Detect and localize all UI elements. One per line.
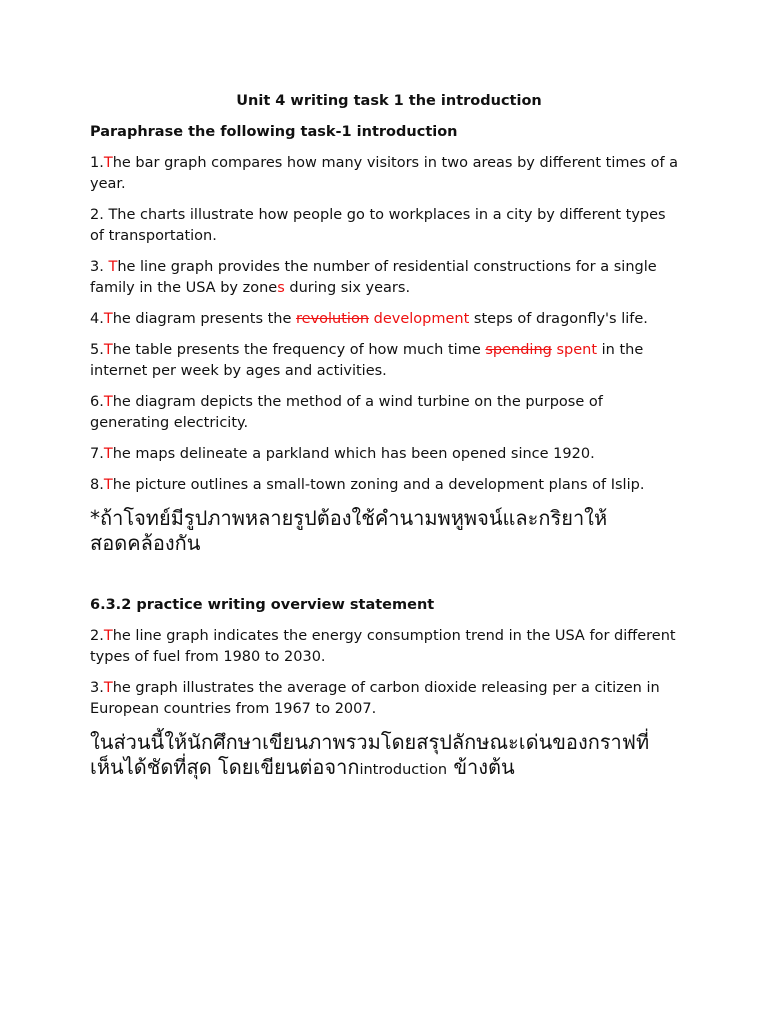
paraphrase-item-7 (90, 444, 680, 465)
thai-note-plural: *ถ้าโจทย์มีรูปภาพหลายรูปต้องใช้คำนามพหูพจน์และกริยาให้สอดคล้องกัน (90, 506, 608, 555)
paraphrase-item-2 (90, 205, 680, 247)
item-text: steps of dragonfly's life. (469, 311, 648, 327)
document-title: Unit 4 writing task 1 the introduction (236, 93, 542, 109)
thai-note-overview (90, 730, 680, 783)
section-heading-overview: 6.3.2 practice writing overview statement (90, 597, 435, 613)
item-text: he line graph indicates the energy consumption trend in the USA for different types of fuel from 1980 to 2030. (90, 628, 676, 665)
correction-mark: T (103, 311, 113, 327)
correction-mark: T (103, 628, 113, 644)
correction-word: spent (551, 342, 598, 358)
item-number: 2. (90, 207, 109, 223)
overview-item-2 (90, 626, 680, 668)
paraphrase-item-1 (90, 153, 680, 195)
inline-english-word: introduction (359, 762, 448, 778)
struck-word: spending (485, 342, 552, 358)
item-text: The charts illustrate how people go to workplaces in a city by different types of transportation. (90, 207, 666, 244)
item-text: he picture outlines a small-town zoning and a development plans of Islip. (112, 477, 645, 493)
item-number: 7. (90, 446, 104, 462)
correction-word: development (369, 311, 470, 327)
thai-text: ข้างต้น (453, 755, 515, 779)
correction-mark: T (103, 477, 113, 493)
paraphrase-item-5 (90, 340, 680, 382)
item-number: 3. (90, 259, 109, 275)
paraphrase-item-6 (90, 392, 680, 434)
correction-mark: T (103, 680, 113, 696)
item-text: he line graph provides the number of residential constructions for a single family in the USA by zone (90, 259, 657, 296)
item-text: he maps delineate a parkland which has been opened since 1920. (112, 446, 595, 462)
document-page (90, 91, 680, 793)
correction-mark: s (277, 280, 285, 296)
item-number: 1. (90, 155, 104, 171)
item-text: in the internet per week by ages and activities. (90, 342, 644, 379)
correction-mark: T (108, 259, 118, 275)
item-number: 5. (90, 342, 104, 358)
paraphrase-item-8 (90, 475, 680, 496)
item-text: he diagram presents the (112, 311, 297, 327)
correction-mark: T (103, 394, 113, 410)
item-text: he graph illustrates the average of carbon dioxide releasing per a citizen in European countries from 1967 to 2007. (90, 680, 660, 717)
paraphrase-item-3 (90, 257, 680, 299)
spacer (90, 566, 680, 595)
overview-item-3 (90, 678, 680, 720)
item-number: 2. (90, 628, 104, 644)
paraphrase-item-4 (90, 309, 680, 330)
item-text: he bar graph compares how many visitors in two areas by different times of a year. (90, 155, 679, 192)
item-text: he diagram depicts the method of a wind turbine on the purpose of generating electricity. (90, 394, 603, 431)
item-number: 6. (90, 394, 104, 410)
item-text: he table presents the frequency of how much time (112, 342, 486, 358)
struck-word: revolution (296, 311, 370, 327)
item-text: during six years. (284, 280, 411, 296)
thai-text: ในส่วนนี้ให้นักศึกษาเขียนภาพรวมโดยสรุปลักษณะเด่นของกราฟที่เห็นได้ชัดที่สุด โดยเขียนต่อจาก (90, 730, 650, 779)
item-number: 4. (90, 311, 104, 327)
item-number: 8. (90, 477, 104, 493)
item-number: 3. (90, 680, 104, 696)
correction-mark: T (103, 155, 113, 171)
correction-mark: T (103, 342, 113, 358)
section-heading-paraphrase: Paraphrase the following task-1 introduction (90, 124, 458, 140)
correction-mark: T (103, 446, 113, 462)
